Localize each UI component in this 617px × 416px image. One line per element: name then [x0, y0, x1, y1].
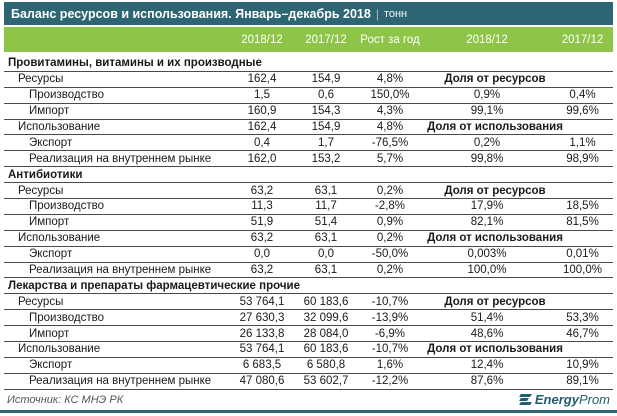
- table-row: [4, 247, 613, 263]
- table-row: [4, 358, 613, 374]
- share-2017: 46,7%: [566, 327, 599, 340]
- share-2018: 0,003%: [467, 248, 507, 261]
- logo-text-light: Prom: [578, 392, 610, 408]
- value-2018: 6 683,5: [242, 359, 282, 372]
- share-2017: 0,4%: [569, 89, 596, 102]
- value-2018: 63,2: [250, 184, 274, 197]
- value-2018: 162,0: [247, 152, 277, 165]
- growth-value: -13,9%: [371, 311, 409, 324]
- value-2017: 0,6: [318, 89, 334, 102]
- energyprom-logo: [520, 392, 610, 407]
- row-label: Экспорт: [29, 136, 73, 149]
- value-2018: 63,2: [250, 264, 274, 277]
- share-2018: 0,2%: [473, 136, 501, 149]
- row-label: Ресурсы: [18, 295, 64, 308]
- title-separator: |: [375, 6, 379, 21]
- value-2018: 1,5: [254, 89, 270, 102]
- growth-value: 1,6%: [376, 359, 404, 372]
- growth-value: 150,0%: [370, 89, 410, 102]
- row-label: Производство: [29, 311, 104, 324]
- growth-value: -76,5%: [371, 136, 409, 149]
- share-2018: 17,9%: [470, 200, 504, 213]
- column-header-share-2018: 2018/12: [466, 33, 508, 46]
- report-title-bar: [4, 2, 613, 25]
- value-2018: 47 080,6: [239, 375, 285, 388]
- share-2018: 48,6%: [470, 327, 504, 340]
- report-unit-label: тонн: [383, 7, 408, 20]
- share-header-label: Доля от использования: [427, 343, 563, 356]
- value-2018: 51,9: [250, 216, 274, 229]
- value-2017: 28 084,0: [303, 327, 349, 340]
- row-label: Производство: [29, 200, 104, 213]
- value-2017: 60 183,6: [303, 343, 349, 356]
- growth-value: 4,3%: [376, 105, 404, 118]
- row-label: Использование: [18, 343, 101, 356]
- share-2017: 18,5%: [566, 200, 599, 213]
- report-title: Баланс ресурсов и использования. Январь–декабрь 2018: [11, 6, 371, 21]
- share-2017: 1,1%: [569, 136, 596, 149]
- growth-value: -50,0%: [371, 248, 409, 261]
- share-2018: 87,6%: [470, 375, 504, 388]
- table-row: [4, 326, 613, 342]
- section-header-row: [4, 167, 613, 183]
- value-2017: 60 183,6: [303, 295, 349, 308]
- logo-text-bold: Energy: [534, 392, 579, 408]
- value-2018: 0,4: [254, 136, 270, 149]
- value-2018: 53 764,1: [239, 343, 285, 356]
- source-note: Источник: КС МНЭ РК: [7, 393, 124, 406]
- row-label: Производство: [29, 89, 104, 102]
- value-2017: 32 099,6: [303, 311, 349, 324]
- table-row: [4, 120, 613, 136]
- row-label: Экспорт: [29, 359, 73, 372]
- row-label: Ресурсы: [18, 184, 64, 197]
- value-2017: 51,4: [314, 216, 338, 229]
- value-2017: 1,7: [318, 136, 334, 149]
- value-2018: 26 133,8: [239, 327, 285, 340]
- share-2018: 12,4%: [470, 359, 504, 372]
- table-row: [4, 72, 613, 88]
- share-2018: 51,4%: [470, 311, 504, 324]
- table-row: [4, 199, 613, 215]
- section-header-row: [4, 56, 613, 72]
- table-row: [4, 310, 613, 326]
- balance-table: [4, 56, 613, 390]
- column-header-share-2017: 2017/12: [561, 33, 604, 46]
- value-2018: 0,0: [254, 248, 270, 261]
- share-2018: 82,1%: [470, 216, 504, 229]
- share-header-label: Доля от использования: [427, 121, 563, 133]
- share-2017: 100,0%: [562, 264, 602, 277]
- row-label: Реализация на внутреннем рынке: [29, 375, 212, 388]
- row-label: Импорт: [29, 327, 70, 340]
- growth-value: -10,7%: [371, 295, 409, 308]
- table-row: [4, 104, 613, 120]
- growth-value: 0,2%: [376, 184, 404, 197]
- table-row: [4, 215, 613, 231]
- value-2017: 154,9: [311, 121, 341, 133]
- growth-value: 0,9%: [376, 216, 404, 229]
- share-2017: 53,3%: [566, 311, 599, 324]
- value-2017: 153,2: [311, 152, 341, 165]
- value-2017: 154,3: [311, 105, 341, 118]
- row-label: Импорт: [29, 216, 70, 229]
- share-2017: 98,9%: [566, 152, 599, 165]
- row-label: Экспорт: [29, 248, 73, 261]
- column-header-row: [4, 27, 613, 52]
- share-2017: 81,5%: [566, 216, 599, 229]
- value-2017: 6 580,8: [306, 359, 346, 372]
- growth-value: -6,9%: [374, 327, 406, 340]
- share-2017: 10,9%: [566, 359, 599, 372]
- table-row: [4, 183, 613, 199]
- energyprom-e-icon: [520, 394, 531, 405]
- value-2018: 53 764,1: [239, 295, 285, 308]
- share-2018: 100,0%: [467, 264, 507, 277]
- row-label: Реализация на внутреннем рынке: [29, 152, 212, 165]
- table-row: [4, 135, 613, 151]
- share-header-label: Доля от ресурсов: [444, 295, 546, 308]
- table-row: [4, 263, 613, 279]
- table-row: [4, 294, 613, 310]
- value-2017: 154,9: [311, 73, 341, 86]
- growth-value: 4,8%: [376, 73, 404, 86]
- section-title: Антибиотики: [8, 168, 83, 181]
- value-2018: 162,4: [247, 121, 277, 133]
- share-2018: 99,1%: [470, 105, 504, 118]
- growth-value: 0,2%: [376, 232, 404, 245]
- growth-value: -2,8%: [374, 200, 406, 213]
- bottom-rule: [0, 410, 617, 413]
- growth-value: -10,7%: [371, 343, 409, 356]
- section-header-row: [4, 278, 613, 294]
- value-2018: 27 630,3: [239, 311, 285, 324]
- table-row: [4, 342, 613, 358]
- value-2017: 0,0: [318, 248, 334, 261]
- table-row: [4, 231, 613, 247]
- value-2018: 162,4: [247, 73, 277, 86]
- row-label: Использование: [18, 121, 101, 133]
- column-header-growth: Рост за год: [360, 33, 420, 46]
- table-row: [4, 88, 613, 104]
- value-2017: 11,7: [315, 200, 337, 213]
- growth-value: 4,8%: [376, 121, 404, 133]
- share-2017: 99,6%: [566, 105, 599, 118]
- column-header-2018: 2018/12: [241, 33, 283, 46]
- row-label: Импорт: [29, 105, 70, 118]
- growth-value: 5,7%: [376, 152, 404, 165]
- value-2017: 53 602,7: [303, 375, 349, 388]
- value-2017: 63,1: [314, 232, 338, 245]
- section-title: Провитамины, витамины и их производные: [8, 57, 262, 70]
- growth-value: 0,2%: [376, 264, 404, 277]
- share-2018: 0,9%: [473, 89, 501, 102]
- row-label: Ресурсы: [18, 73, 64, 86]
- footer: [4, 390, 613, 410]
- value-2018: 63,2: [250, 232, 274, 245]
- row-label: Использование: [18, 232, 101, 245]
- section-title: Лекарства и препараты фармацевтические прочие: [8, 279, 300, 292]
- table-row: [4, 374, 613, 390]
- table-row: [4, 151, 613, 167]
- column-header-2017: 2017/12: [305, 33, 347, 46]
- share-2017: 89,1%: [566, 375, 599, 388]
- share-2017: 0,01%: [566, 248, 599, 261]
- value-2018: 11,3: [251, 200, 273, 213]
- share-header-label: Доля от ресурсов: [444, 73, 546, 86]
- value-2017: 63,1: [314, 184, 338, 197]
- share-2018: 99,8%: [470, 152, 504, 165]
- share-header-label: Доля от использования: [427, 232, 563, 245]
- row-label: Реализация на внутреннем рынке: [29, 264, 212, 277]
- growth-value: -12,2%: [371, 375, 409, 388]
- share-header-label: Доля от ресурсов: [444, 184, 546, 197]
- value-2017: 63,1: [314, 264, 338, 277]
- value-2018: 160,9: [247, 105, 277, 118]
